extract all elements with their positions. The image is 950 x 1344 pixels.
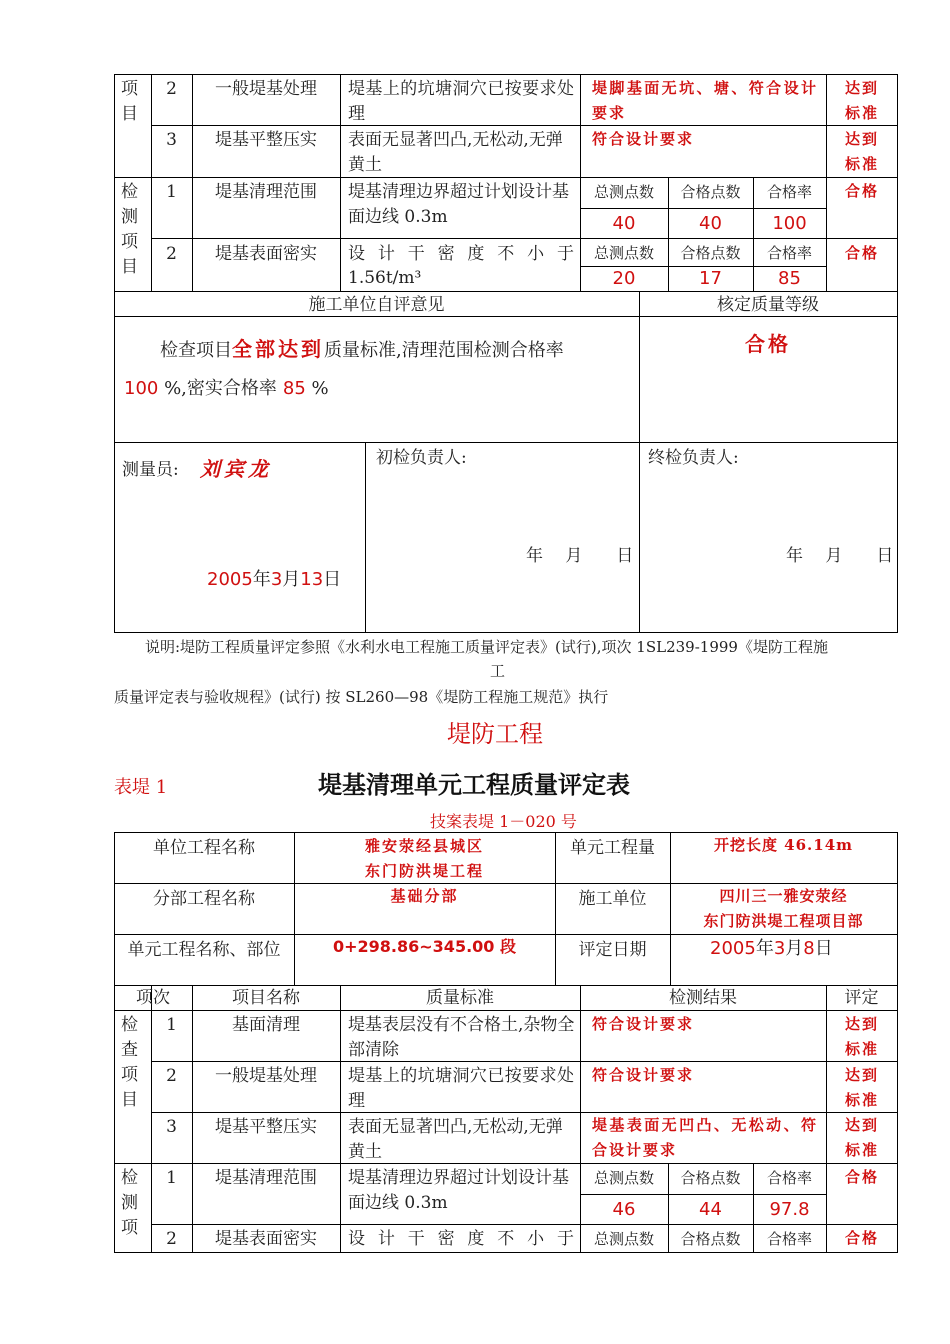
total-points-header: 总测点数 bbox=[593, 183, 654, 201]
handwritten-result: 符合设计要求 bbox=[592, 130, 695, 148]
col-item-header: 项次 bbox=[136, 988, 170, 1008]
item-name: 一般堤基处理 bbox=[215, 79, 317, 99]
pass-points-header: 合格点数 bbox=[680, 244, 741, 262]
rating: 合格 bbox=[845, 1229, 880, 1247]
unit-project-value: 雅安荥经县城区 东门防洪堤工程 bbox=[364, 837, 484, 880]
self-eval-mid: 质量标准,清理范围检测合格率 bbox=[324, 340, 564, 361]
compact-rate: 85 bbox=[282, 378, 306, 399]
pass-rate-header: 合格率 bbox=[766, 1230, 812, 1248]
pass-points-value: 17 bbox=[699, 268, 722, 289]
rating: 合格 bbox=[845, 244, 880, 262]
survey-date-month: 3 bbox=[270, 569, 283, 590]
survey-date-year: 2005 bbox=[207, 569, 253, 590]
item-name: 一般堤基处理 bbox=[215, 1066, 317, 1086]
rating: 合格 bbox=[845, 1168, 880, 1186]
col-standard-header: 质量标准 bbox=[426, 988, 494, 1008]
contractor-value: 四川三一雅安荥经 东门防洪堤工程项目部 bbox=[703, 887, 864, 930]
quality-standard: 堤基清理边界超过计划设计基面边线 0.3m bbox=[348, 182, 569, 227]
total-points-value: 20 bbox=[612, 268, 636, 289]
item-no: 1 bbox=[166, 1168, 177, 1188]
quality-standard: 堤基表层没有不合格土,杂物全部清除 bbox=[348, 1015, 575, 1060]
note-line-1: 说明:堤防工程质量评定参照《水利水电工程施工质量评定表》(试行),项次 1SL239-1999《堤防工程施 bbox=[145, 638, 828, 656]
total-points-value: 46 bbox=[612, 1199, 636, 1220]
eval-date-label: 评定日期 bbox=[578, 940, 647, 960]
quality-standard: 表面无显著凹凸,无松动,无弹黄土 bbox=[348, 130, 563, 175]
pass-points-header: 合格点数 bbox=[680, 1169, 741, 1187]
survey-date bbox=[207, 567, 341, 592]
detect-group-label: 检 测 项 目 bbox=[121, 182, 138, 277]
final-inspector-date: 年 月 日 bbox=[786, 546, 894, 566]
pass-points-value: 40 bbox=[699, 213, 722, 234]
note-line-2: 质量评定表与验收规程》(试行) 按 SL260—98《堤防工程施工规范》执行 bbox=[114, 688, 609, 706]
total-points-header: 总测点数 bbox=[593, 1230, 654, 1248]
self-eval-mid2: %,密实合格率 bbox=[158, 378, 277, 399]
quality-standard-value: 1.56t/m³ bbox=[348, 268, 422, 288]
check-group-label: 项 目 bbox=[121, 79, 138, 124]
handwritten-result: 符合设计要求 bbox=[592, 1015, 695, 1033]
pass-rate-header: 合格率 bbox=[766, 183, 812, 201]
pass-points-value: 44 bbox=[699, 1199, 722, 1220]
eval-date-day: 8 bbox=[803, 938, 815, 959]
item-no: 1 bbox=[166, 182, 177, 202]
unit-name-value: 0+298.86~345.00 段 bbox=[332, 937, 516, 956]
initial-inspector-label: 初检负责人: bbox=[376, 448, 467, 468]
col-name-header: 项目名称 bbox=[232, 988, 300, 1008]
unit-name-label: 单元工程名称、部位 bbox=[127, 940, 281, 960]
rating: 达到 标准 bbox=[845, 1116, 880, 1159]
item-no: 2 bbox=[166, 1066, 177, 1086]
self-eval-text bbox=[124, 330, 634, 408]
total-points-header: 总测点数 bbox=[593, 1169, 654, 1187]
detect-group-label: 检 测 项 bbox=[121, 1168, 138, 1238]
pass-points-header: 合格点数 bbox=[680, 1230, 741, 1248]
quality-standard: 堤基清理边界超过计划设计基面边线 0.3m bbox=[348, 1168, 569, 1213]
item-no: 3 bbox=[166, 1117, 177, 1137]
pass-rate-value: 100 bbox=[772, 213, 807, 234]
pass-rate-header: 合格率 bbox=[766, 244, 812, 262]
unit-quantity-label: 单元工程量 bbox=[570, 838, 655, 858]
day-label: 日 bbox=[814, 938, 833, 959]
eval-date-year: 2005 bbox=[710, 938, 756, 959]
clearing-rate: 100 bbox=[124, 378, 159, 399]
pass-points-header: 合格点数 bbox=[680, 183, 741, 201]
handwritten-result: 堤脚基面无坑、塘、符合设计要求 bbox=[592, 79, 818, 122]
item-name: 堤基表面密实 bbox=[215, 1229, 317, 1249]
item-no: 2 bbox=[166, 79, 177, 99]
quality-standard: 设 计 干 密 度 不 小 于 bbox=[348, 1229, 574, 1249]
self-eval-header: 施工单位自评意见 bbox=[308, 295, 445, 315]
item-no: 2 bbox=[166, 1229, 177, 1249]
pass-rate-header: 合格率 bbox=[766, 1169, 812, 1187]
item-name: 堤基平整压实 bbox=[215, 130, 317, 150]
item-no: 2 bbox=[166, 244, 177, 264]
item-no: 3 bbox=[166, 130, 177, 150]
item-name: 堤基清理范围 bbox=[215, 182, 317, 202]
item-name: 堤基表面密实 bbox=[215, 244, 317, 264]
total-points-value: 40 bbox=[612, 213, 636, 234]
self-eval-handwritten: 全部达到 bbox=[232, 337, 324, 361]
quality-standard: 堤基上的坑塘洞穴已按要求处理 bbox=[348, 1066, 574, 1111]
rating: 达到 标准 bbox=[845, 130, 880, 173]
pass-rate-value: 85 bbox=[778, 268, 801, 289]
rating: 合格 bbox=[845, 182, 880, 200]
sub-project-label: 分部工程名称 bbox=[153, 889, 255, 909]
pass-rate-value: 97.8 bbox=[769, 1199, 810, 1220]
form-title: 堤基清理单元工程质量评定表 bbox=[318, 770, 630, 799]
col-result-header: 检测结果 bbox=[669, 988, 737, 1008]
item-name: 堤基平整压实 bbox=[215, 1117, 317, 1137]
sub-project-value: 基础分部 bbox=[390, 887, 459, 905]
unit-project-label: 单位工程名称 bbox=[153, 838, 255, 858]
rating: 达到 标准 bbox=[845, 1015, 880, 1058]
total-points-header: 总测点数 bbox=[593, 244, 654, 262]
contractor-label: 施工单位 bbox=[578, 889, 647, 909]
initial-inspector-date: 年 月 日 bbox=[526, 546, 634, 566]
quality-standard: 堤基上的坑塘洞穴已按要求处理 bbox=[348, 79, 574, 124]
unit-quantity-value: 开挖长度 46.14m bbox=[713, 836, 854, 854]
year-label: 年 bbox=[755, 938, 774, 959]
note-line-1b: 工 bbox=[490, 662, 506, 680]
item-name: 基面清理 bbox=[232, 1015, 300, 1035]
surveyor-signature: 刘宾龙 bbox=[200, 457, 272, 481]
quality-standard: 设 计 干 密 度 不 小 于 bbox=[348, 244, 574, 264]
form-label: 表堤 1 bbox=[114, 777, 168, 798]
month-label: 月 bbox=[785, 938, 804, 959]
month-label: 月 bbox=[282, 569, 301, 590]
rating: 达到 标准 bbox=[845, 79, 880, 122]
item-name: 堤基清理范围 bbox=[215, 1168, 317, 1188]
surveyor-label: 测量员: bbox=[122, 460, 179, 480]
grade-value: 合格 bbox=[745, 332, 791, 356]
survey-date-day: 13 bbox=[300, 569, 324, 590]
form-number: 技案表堤 1－020 号 bbox=[430, 812, 577, 831]
check-group-label: 检 查 项 目 bbox=[121, 1015, 138, 1110]
item-no: 1 bbox=[166, 1015, 177, 1035]
day-label: 日 bbox=[323, 569, 342, 590]
year-label: 年 bbox=[252, 569, 271, 590]
handwritten-result: 符合设计要求 bbox=[592, 1066, 695, 1084]
self-eval-post: % bbox=[305, 378, 329, 399]
eval-date-month: 3 bbox=[773, 938, 786, 959]
self-eval-pre: 检查项目 bbox=[160, 340, 232, 361]
final-inspector-label: 终检负责人: bbox=[648, 448, 739, 468]
handwritten-result: 堤基表面无凹凸、无松动、符合设计要求 bbox=[592, 1116, 818, 1159]
section-title: 堤防工程 bbox=[447, 720, 543, 748]
rating: 达到 标准 bbox=[845, 1066, 880, 1109]
eval-date-value bbox=[710, 936, 833, 961]
col-rating-header: 评定 bbox=[844, 988, 879, 1008]
quality-standard: 表面无显著凹凸,无松动,无弹黄土 bbox=[348, 1117, 563, 1162]
grade-header: 核定质量等级 bbox=[717, 295, 819, 315]
